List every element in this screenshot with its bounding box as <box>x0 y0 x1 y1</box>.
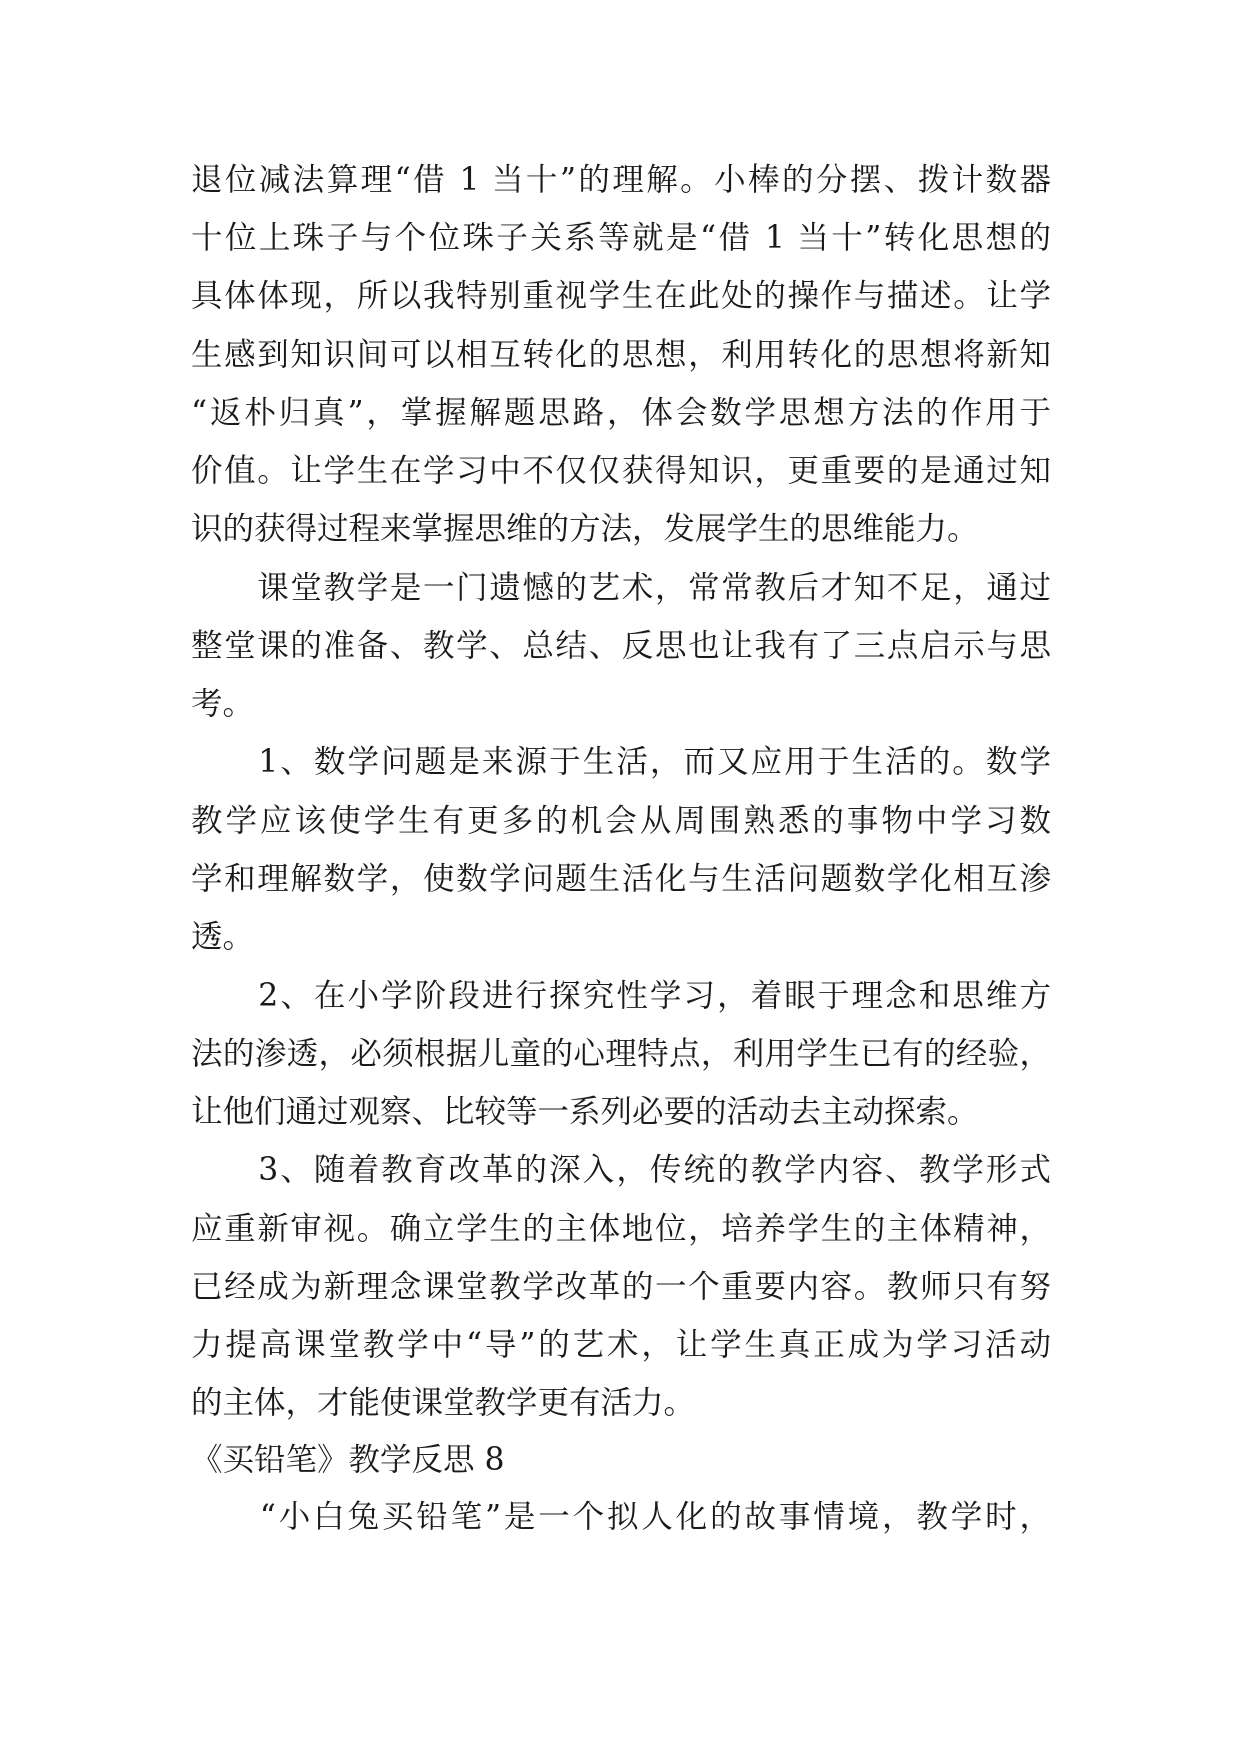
paragraph-line: 考。 <box>191 686 255 722</box>
paragraph-line: 透。 <box>191 919 255 955</box>
paragraph-line: 退位减法算理“借 1 当十”的理解。小棒的分摆、拨计数器 <box>191 162 1051 198</box>
paragraph-line: 价值。让学生在学习中不仅仅获得知识，更重要的是通过知 <box>191 453 1051 489</box>
paragraph-line: 3、随着教育改革的深入，传统的教学内容、教学形式 <box>191 1152 1051 1188</box>
paragraph-line: 生感到知识间可以相互转化的思想，利用转化的思想将新知 <box>191 337 1051 373</box>
paragraph-line: 的主体，才能使课堂教学更有活力。 <box>191 1385 696 1421</box>
paragraph-line: 学和理解数学，使数学问题生活化与生活问题数学化相互渗 <box>191 861 1051 897</box>
paragraph-line: 力提高课堂教学中“导”的艺术，让学生真正成为学习活动 <box>191 1327 1051 1363</box>
paragraph-line: “返朴归真”，掌握解题思路，体会数学思想方法的作用于 <box>191 395 1051 431</box>
paragraph-line: 2、在小学阶段进行探究性学习，着眼于理念和思维方 <box>191 978 1051 1014</box>
paragraph-line: 十位上珠子与个位珠子关系等就是“借 1 当十”转化思想的 <box>191 220 1051 256</box>
paragraph-line: 课堂教学是一门遗憾的艺术，常常教后才知不足，通过 <box>191 570 1051 606</box>
section-heading: 《买铅笔》教学反思 8 <box>191 1442 505 1478</box>
paragraph-line: 整堂课的准备、教学、总结、反思也让我有了三点启示与思 <box>191 628 1051 664</box>
paragraph-line: 教学应该使学生有更多的机会从周围熟悉的事物中学习数 <box>191 803 1051 839</box>
paragraph-line: “小白兔买铅笔”是一个拟人化的故事情境，教学时， <box>191 1499 1051 1535</box>
paragraph-line: 法的渗透，必须根据儿童的心理特点，利用学生已有的经验， <box>191 1036 1051 1072</box>
paragraph-line: 具体体现，所以我特别重视学生在此处的操作与描述。让学 <box>191 278 1051 314</box>
paragraph-line: 让他们通过观察、比较等一系列必要的活动去主动探索。 <box>191 1094 979 1130</box>
paragraph-line: 已经成为新理念课堂教学改革的一个重要内容。教师只有努 <box>191 1269 1051 1305</box>
paragraph-line: 识的获得过程来掌握思维的方法，发展学生的思维能力。 <box>191 511 979 547</box>
paragraph-line: 应重新审视。确立学生的主体地位，培养学生的主体精神， <box>191 1211 1051 1247</box>
paragraph-line: 1、数学问题是来源于生活，而又应用于生活的。数学 <box>191 744 1051 780</box>
